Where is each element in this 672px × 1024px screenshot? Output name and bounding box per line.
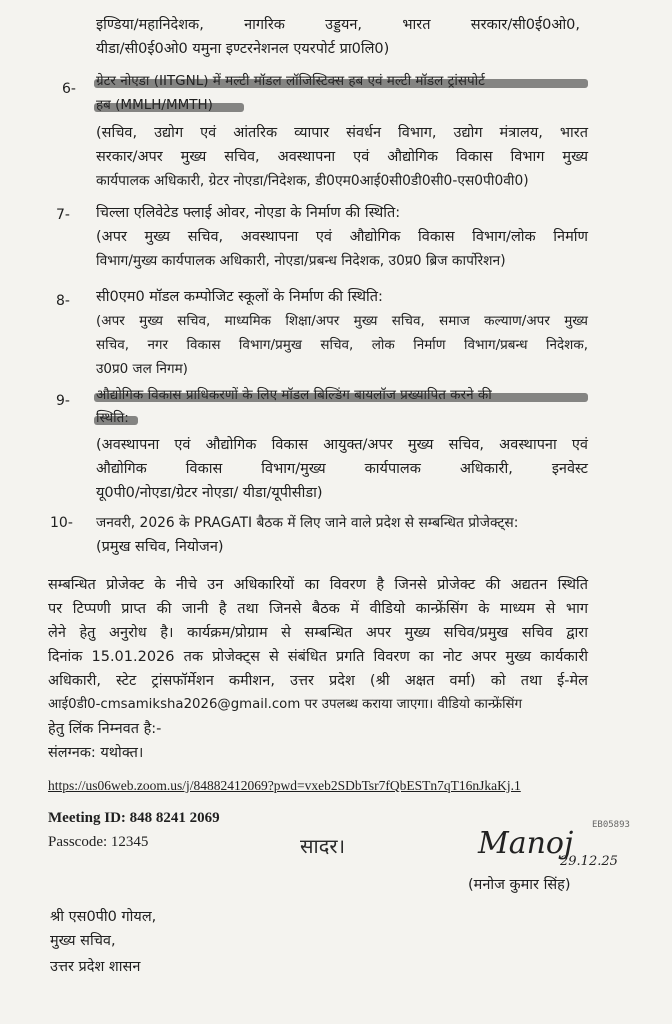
item-8-title: सी0एम0 मॉडल कम्पोजिट स्कूलों के निर्माण की स्थिति: — [96, 289, 383, 305]
item-8-body-1: (अपर मुख्य सचिव, माध्यमिक शिक्षा/अपर मुख्य सचिव, समाज कल्याण/अपर मुख्य — [96, 313, 588, 329]
signature: Manoj — [478, 826, 574, 861]
item-7-title: चिल्ला एलिवेटेड फ्लाई ओवर, नोएडा के निर्माण की स्थिति: — [96, 205, 401, 221]
para-line-4: दिनांक 15.01.2026 तक प्रोजेक्ट्स से संबंधित प्रगति विवरण का नोट अपर मुख्य कार्यकारी — [48, 649, 588, 665]
para-line-5: अधिकारी, स्टेट ट्रांसफॉर्मेशन कमीशन, उत्तर प्रदेश (श्री अक्षत वर्मा) को तथा ई-मेल — [48, 673, 588, 689]
item-10-number: 10- — [50, 515, 73, 531]
item-6-number: 6- — [62, 81, 76, 97]
item-8-number: 8- — [56, 293, 70, 309]
office-stamp: EB05893 — [592, 820, 630, 830]
item-9-body-2: औद्योगिक विकास विभाग/मुख्य कार्यपालक अधिकारी, इनवेस्ट — [96, 461, 588, 477]
para-line-6: आई0डी0-cmsamiksha2026@gmail.com पर उपलब्ध कराया जाएगा। वीडियो कान्फ्रेंसिंग — [48, 697, 523, 712]
item-7-body-1: (अपर मुख्य सचिव, अवस्थापना एवं औद्योगिक विकास विभाग/लोक निर्माण — [96, 229, 588, 245]
item-9-strike-2 — [94, 416, 138, 425]
enclosure: संलग्नक: यथोक्त। — [48, 745, 144, 761]
para-line-7: हेतु लिंक निम्नवत है:- — [48, 721, 162, 737]
para-line-3: लेने हेतु अनुरोध है। कार्यक्रम/प्रोग्राम से सम्बन्धित अपर मुख्य सचिव/प्रमुख सचिव द्वारा — [48, 625, 588, 641]
item-8-body-2: सचिव, नगर विकास विभाग/प्रमुख सचिव, लोक निर्माण विभाग/प्रबन्ध निदेशक, — [96, 337, 588, 353]
item-10-title: जनवरी, 2026 के PRAGATI बैठक में लिए जाने वाले प्रदेश से सम्बन्धित प्रोजेक्ट्स: — [96, 515, 519, 531]
meeting-id: Meeting ID: 848 8241 2069 — [48, 810, 220, 826]
item-9-strike-1 — [94, 393, 588, 402]
item-6-body-3: कार्यपालक अधिकारी, ग्रेटर नोएडा/निदेशक, डी0एम0आई0सी0डी0सी0-एस0पी0वी0) — [96, 173, 529, 189]
handwritten-note: सादर। — [300, 834, 346, 858]
item-10-body-1: (प्रमुख सचिव, नियोजन) — [96, 539, 224, 555]
para-line-1: सम्बन्धित प्रोजेक्ट के नीचे उन अधिकारियों का विवरण है जिनसे प्रोजेक्ट की अद्यतन स्थिति — [48, 577, 588, 593]
item-9-number: 9- — [56, 393, 70, 409]
signature-date: 29.12.25 — [560, 854, 618, 869]
item-9-body-1: (अवस्थापना एवं औद्योगिक विकास आयुक्त/अपर मुख्य सचिव, अवस्थापना एवं — [96, 437, 588, 453]
item-6-strike-1 — [94, 79, 588, 88]
item-6-strike-2 — [94, 103, 244, 112]
item-8-body-3: उ0प्र0 जल निगम) — [96, 361, 188, 377]
item-6-body-2: सरकार/अपर मुख्य सचिव, अवस्थापना एवं औद्योगिक विकास विभाग मुख्य — [96, 149, 588, 165]
para-line-2: पर टिप्पणी प्राप्त की जानी है तथा जिनसे बैठक में वीडियो कान्फ्रेंसिंग के माध्यम से भाग — [48, 601, 588, 617]
zoom-link[interactable]: https://us06web.zoom.us/j/84882412069?pwd=vxeb2SDbTsr7fQbESTn7qT16nJkaKj.1 — [48, 778, 521, 793]
item-7-number: 7- — [56, 207, 70, 223]
addressee-line-2: मुख्य सचिव, — [50, 933, 116, 949]
signatory-name: (मनोज कुमार सिंह) — [468, 877, 571, 893]
top-line-2: यीडा/सी0ई0ओ0 यमुना इण्टरनेशनल एयरपोर्ट प्रा0लि0) — [96, 41, 390, 57]
addressee-line-3: उत्तर प्रदेश शासन — [50, 959, 141, 975]
item-6-body-1: (सचिव, उद्योग एवं आंतरिक व्यापार संवर्धन विभाग, उद्योग मंत्रालय, भारत — [96, 125, 588, 141]
top-line-1: इण्डिया/महानिदेशक, नागरिक उड्डयन, भारत सरकार/सी0ई0ओ0, — [96, 17, 580, 33]
addressee-line-1: श्री एस0पी0 गोयल, — [50, 909, 157, 925]
item-7-body-2: विभाग/मुख्य कार्यपालक अधिकारी, नोएडा/प्रबन्ध निदेशक, उ0प्र0 ब्रिज कार्पोरेशन) — [96, 253, 506, 269]
passcode: Passcode: 12345 — [48, 834, 149, 850]
item-9-body-3: यू0पी0/नोएडा/ग्रेटर नोएडा/ यीडा/यूपीसीडा) — [96, 485, 323, 501]
